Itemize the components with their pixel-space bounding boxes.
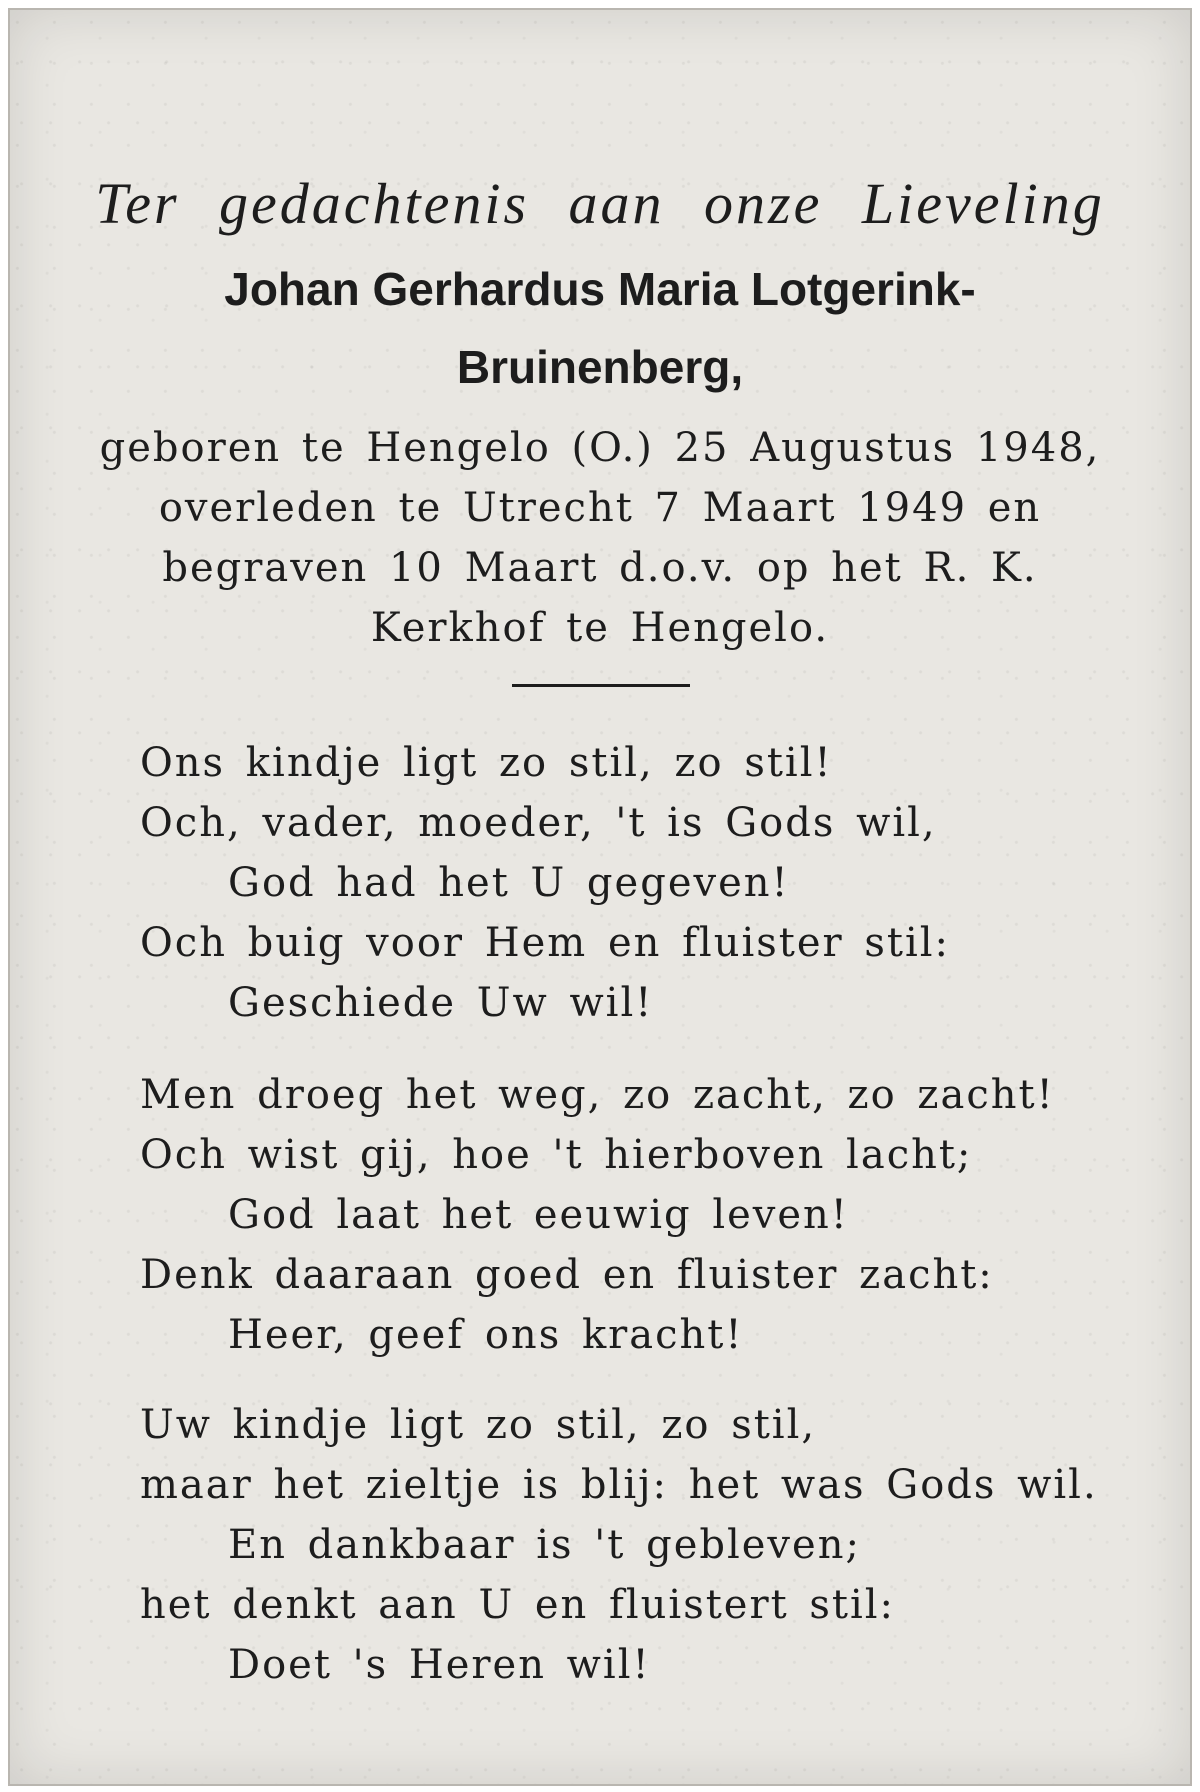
bio-line: Kerkhof te Hengelo. <box>370 605 830 651</box>
verse-line: maar het zieltje is blij: het was Gods wil. <box>140 1462 1098 1508</box>
verse-line: God had het U gegeven! <box>228 860 790 906</box>
verse-line: Och wist gij, hoe 't hierboven lacht; <box>140 1132 973 1178</box>
memorial-card <box>8 8 1192 1786</box>
deceased-name-line-2: Bruinenberg, <box>456 341 744 393</box>
verse-line: Uw kindje ligt zo stil, zo stil, <box>140 1402 817 1448</box>
divider-rule <box>512 684 690 687</box>
verse-line: Heer, geef ons kracht! <box>228 1312 744 1358</box>
verse-line: Doet 's Heren wil! <box>228 1642 651 1688</box>
verse-line: het denkt aan U en fluistert stil: <box>140 1582 896 1628</box>
bio-line: geboren te Hengelo (O.) 25 Augustus 1948, <box>99 425 1101 471</box>
verse-line: En dankbaar is 't gebleven; <box>228 1522 861 1568</box>
card-heading: Ter gedachtenis aan onze Lieveling <box>95 171 1105 236</box>
verse-line: Ons kindje ligt zo stil, zo stil! <box>140 740 833 786</box>
verse-line: Och buig voor Hem en fluister stil: <box>140 920 951 966</box>
verse-line: Geschiede Uw wil! <box>228 980 654 1026</box>
verse-line: Denk daaraan goed en fluister zacht: <box>140 1252 994 1298</box>
verse-line: God laat het eeuwig leven! <box>228 1192 849 1238</box>
bio-line: overleden te Utrecht 7 Maart 1949 en <box>158 485 1042 531</box>
verse-line: Men droeg het weg, zo zacht, zo zacht! <box>140 1072 1055 1118</box>
deceased-name-line-1: Johan Gerhardus Maria Lotgerink- <box>224 263 976 315</box>
bio-line: begraven 10 Maart d.o.v. op het R. K. <box>162 545 1038 591</box>
verse-line: Och, vader, moeder, 't is Gods wil, <box>140 800 937 846</box>
